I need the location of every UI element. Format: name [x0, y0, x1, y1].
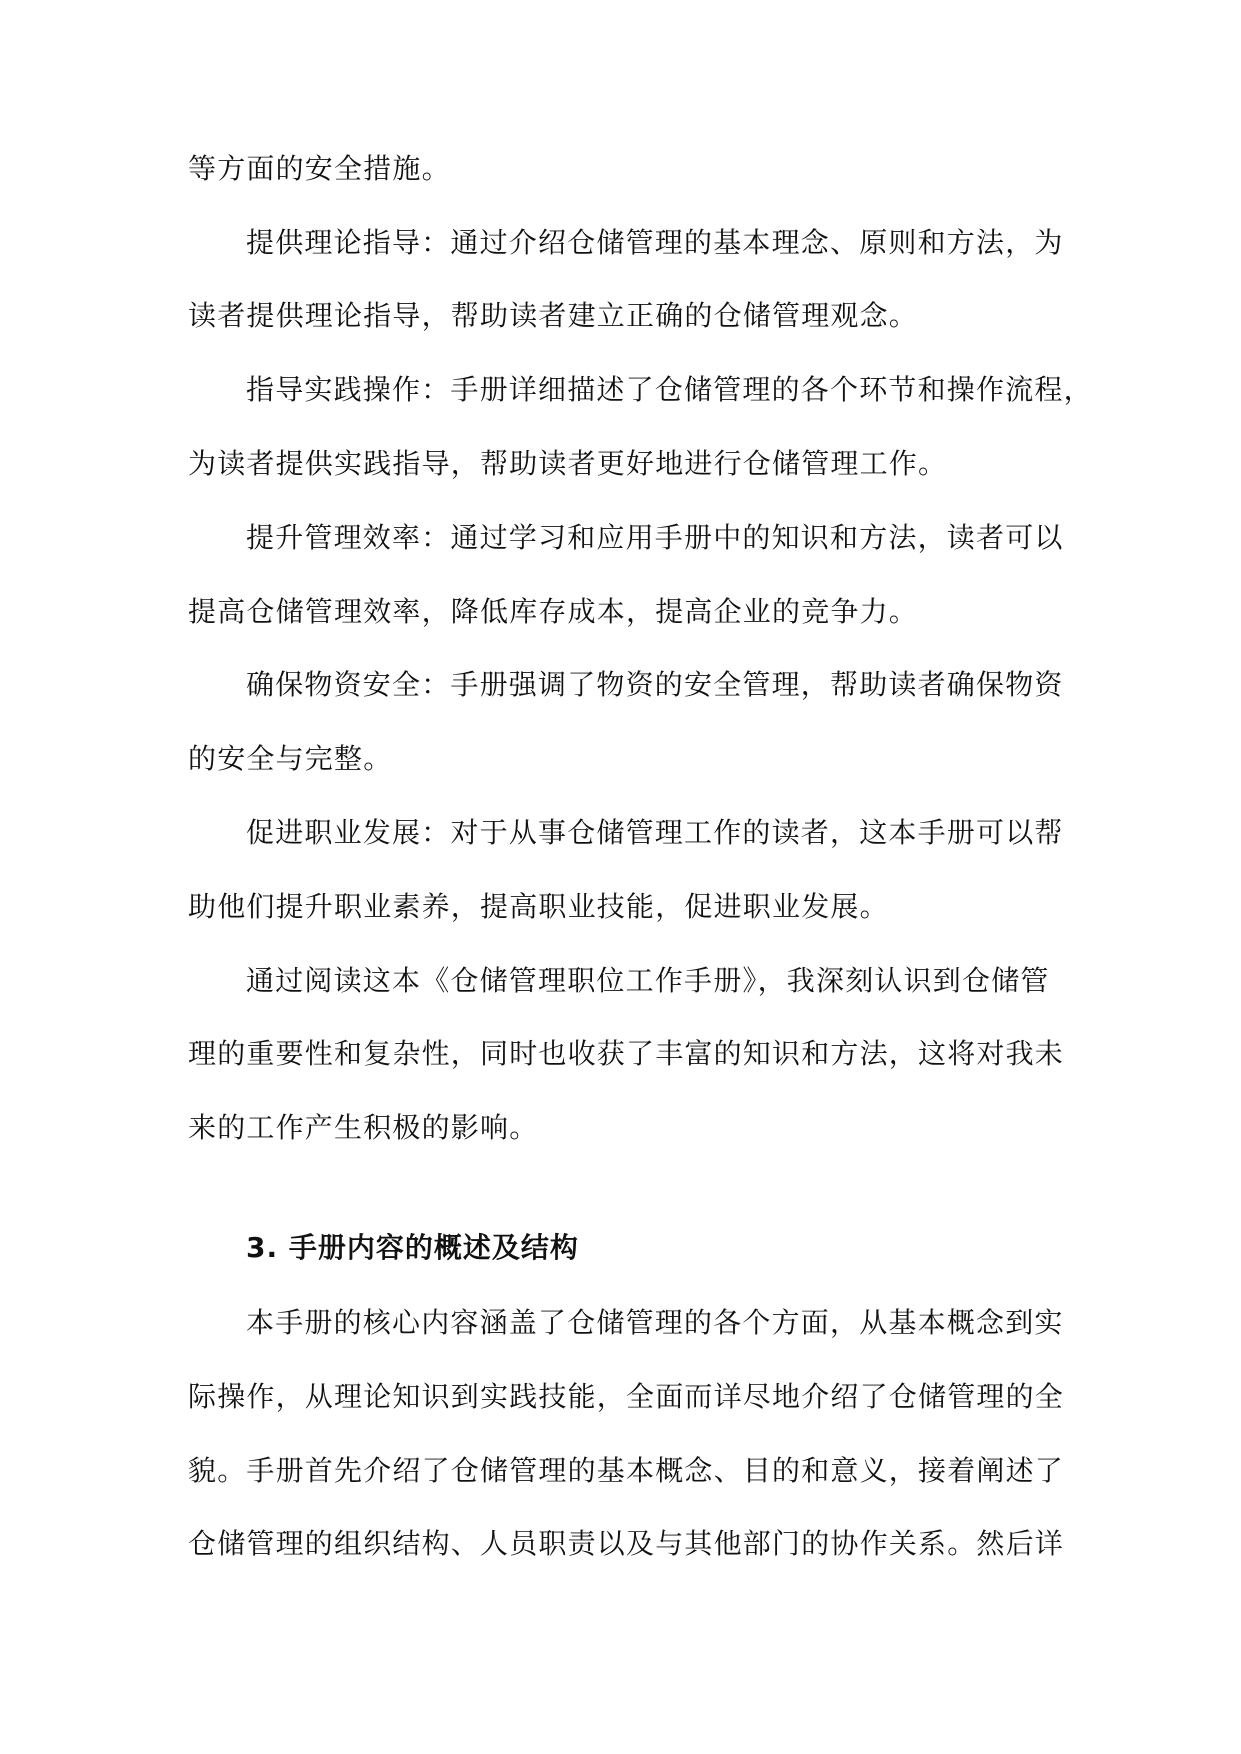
paragraph-line: 确保物资安全：手册强调了物资的安全管理，帮助读者确保物资 — [246, 668, 1064, 701]
paragraph-line: 来的工作产生积极的影响。 — [188, 1111, 539, 1144]
paragraph-line: 的安全与完整。 — [188, 742, 393, 775]
paragraph-line: 读者提供理论指导，帮助读者建立正确的仓储管理观念。 — [188, 299, 919, 332]
paragraph-line: 等方面的安全措施。 — [188, 152, 451, 185]
paragraph-line: 际操作，从理论知识到实践技能，全面而详尽地介绍了仓储管理的全 — [188, 1380, 1065, 1413]
paragraph-line: 提供理论指导：通过介绍仓储管理的基本理念、原则和方法，为 — [246, 226, 1064, 259]
paragraph-line: 通过阅读这本《仓储管理职位工作手册》，我深刻认识到仓储管 — [246, 964, 1050, 997]
paragraph-line: 助他们提升职业素养，提高职业技能，促进职业发展。 — [188, 890, 889, 923]
paragraph-line: 为读者提供实践指导，帮助读者更好地进行仓储管理工作。 — [188, 447, 948, 480]
paragraph-line: 促进职业发展：对于从事仓储管理工作的读者，这本手册可以帮 — [246, 816, 1064, 849]
paragraph-line: 貌。手册首先介绍了仓储管理的基本概念、目的和意义，接着阐述了 — [188, 1454, 1065, 1487]
paragraph-line: 本手册的核心内容涵盖了仓储管理的各个方面，从基本概念到实 — [246, 1306, 1064, 1339]
paragraph-line: 提高仓储管理效率，降低库存成本，提高企业的竞争力。 — [188, 595, 919, 628]
paragraph-line: 理的重要性和复杂性，同时也收获了丰富的知识和方法，这将对我未 — [188, 1037, 1065, 1070]
paragraph-line: 指导实践操作：手册详细描述了仓储管理的各个环节和操作流程， — [246, 373, 1093, 406]
paragraph-line: 仓储管理的组织结构、人员职责以及与其他部门的协作关系。然后详 — [188, 1527, 1065, 1560]
paragraph-line: 提升管理效率：通过学习和应用手册中的知识和方法，读者可以 — [246, 521, 1064, 554]
section-heading: 3. 手册内容的概述及结构 — [246, 1231, 579, 1264]
